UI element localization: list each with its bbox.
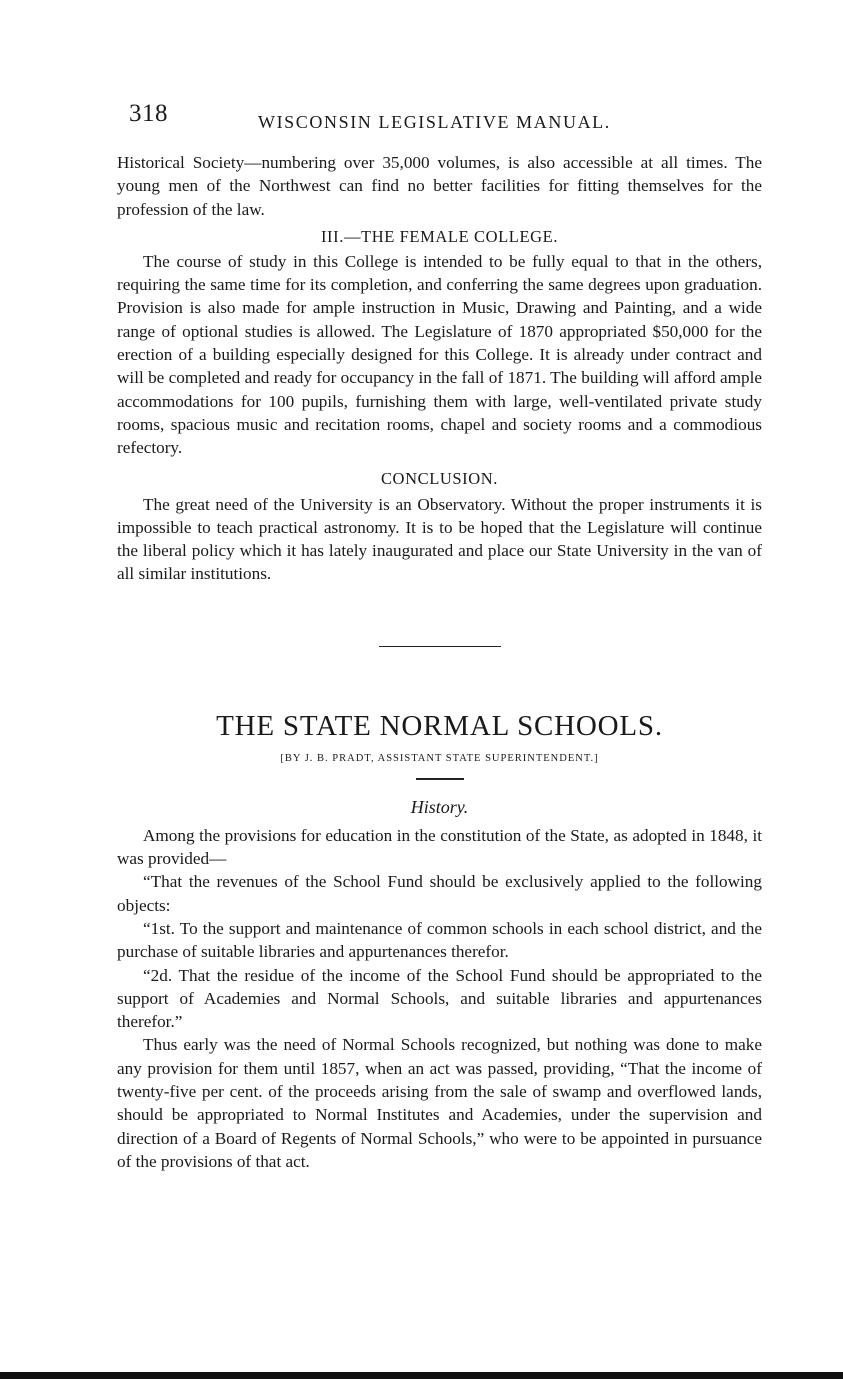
article-title: THE STATE NORMAL SCHOOLS. bbox=[216, 710, 663, 743]
running-head-title: WISCONSIN LEGISLATIVE MANUAL. bbox=[258, 112, 611, 132]
history-paragraph: “1st. To the support and maintenance of common schools in each school district, and the purchase of suitable libraries and appurtenances therefor. bbox=[117, 918, 762, 962]
section-heading-female-college: III.—THE FEMALE COLLEGE. bbox=[320, 226, 559, 246]
article-byline: [BY J. B. PRADT, ASSISTANT STATE SUPERINTENDENT.] bbox=[280, 753, 599, 765]
conclusion-paragraph: The great need of the University is an Observatory. Without the proper instruments it is impossible to teach practical astronomy. It is to be hoped that the Legislature will continue the liberal policy which it has lately inaugurated and place our State University in the van of all similar institutions. bbox=[117, 494, 762, 584]
title-divider bbox=[416, 778, 464, 780]
history-paragraph: Thus early was the need of Normal Schools recognized, but nothing was done to make any provision for them until 1857, when an act was passed, providing, “That the income of twenty-five per cent. of the proceeds arising from the sale of swamp and overflowed lands, should be appropriated to Normal Institutes and Academies, under the supervision and direction of a Board of Regents of Normal Schools,” who were to be appointed in pursuance of the provisions of that act. bbox=[117, 1035, 762, 1171]
section-heading-conclusion: CONCLUSION. bbox=[380, 468, 499, 488]
page-number: 318 bbox=[129, 100, 168, 127]
history-subheading: History. bbox=[410, 796, 469, 817]
female-college-paragraph: The course of study in this College is intended to be fully equal to that in the others, requiring the same time for its completion, and conferring the same degrees upon graduation. Provision is also made for ample instruction in Music, Drawing and Painting, and a wide range of optional studies is allowed. The Legislature of 1870 appropriated $50,000 for the erection of a building especially designed for this College. It is already under contract and will be completed and ready for occupancy in the fall of 1871. The building will afford ample accommodations for 100 pupils, furnishing them with large, well-ventilated private study rooms, spacious music and recitation rooms, chapel and society rooms and a commodious refectory. bbox=[117, 251, 762, 458]
history-paragraph: “2d. That the residue of the income of the School Fund should be appropriated to the support of Academies and Normal Schools, and suitable libraries and appurtenances therefor.” bbox=[117, 965, 762, 1032]
section-divider bbox=[379, 646, 501, 648]
book-page bbox=[117, 96, 762, 1173]
history-paragraph: Among the provisions for education in the constitution of the State, as adopted in 1848, it was provided— bbox=[117, 825, 762, 869]
running-head bbox=[117, 96, 762, 136]
history-paragraph: “That the revenues of the School Fund should be exclusively applied to the following objects: bbox=[117, 872, 762, 915]
scan-bottom-edge bbox=[0, 1372, 843, 1379]
continued-paragraph: Historical Society—numbering over 35,000 volumes, is also accessible at all times. The young men of the Northwest can find no better facilities for fitting themselves for the profession of the law. bbox=[117, 153, 762, 219]
